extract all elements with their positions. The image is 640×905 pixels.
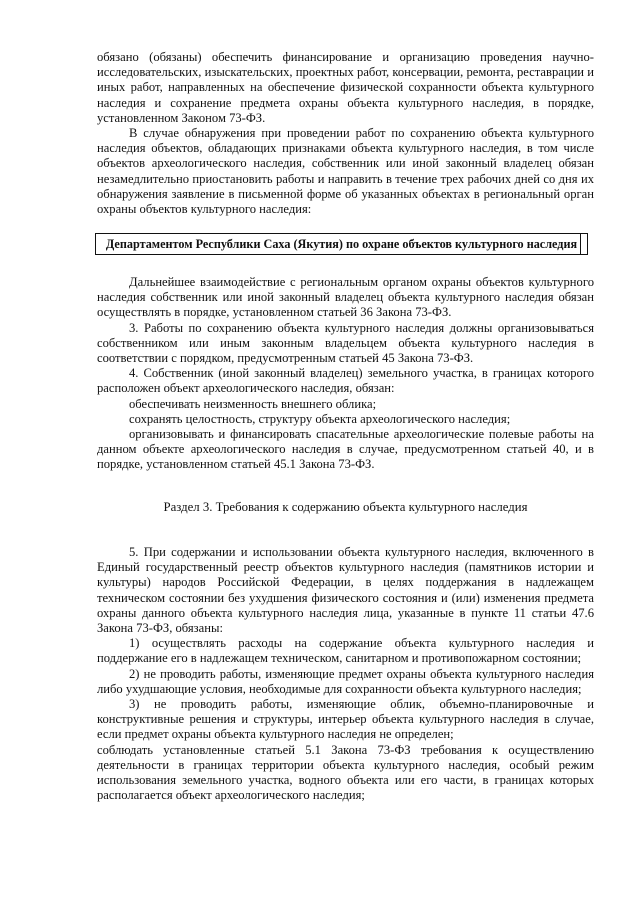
section-3-title: Раздел 3. Требования к содержанию объекта культурного наследия	[163, 500, 528, 514]
paragraph-item-3: 3. Работы по сохранению объекта культурного наследия должны организовываться собственником или иным законным владельцем объекта культурного наследия в соответствии с порядком, предусмотренным статьей 45 Закона 73-ФЗ.	[97, 320, 594, 366]
paragraph-discovery: В случае обнаружения при проведении работ по сохранению объекта культурного наследия объектов, обладающих признаками объекта культурного наследия, в том числе объектов археологического наследия, собственник или иной законный владелец обязан незамедлительно приостановить работы и направить в течение трех рабочих дней со дня их обнаружения заявление в письменной форме об указанных объектах в региональный орган охраны объектов культурного наследия:	[97, 126, 594, 217]
paragraph-item-5-1: 1) осуществлять расходы на содержание объекта культурного наследия и поддержание его в надлежащем техническом, санитарном и противопожарном состоянии;	[97, 636, 594, 666]
paragraph-item-4-b: сохранять целостность, структуру объекта археологического наследия;	[129, 411, 511, 426]
authority-box: Департаментом Республики Саха (Якутия) по охране объектов культурного наследия	[95, 233, 588, 255]
text-block-middle	[97, 275, 594, 473]
paragraph-item-5-2: 2) не проводить работы, изменяющие предмет охраны объекта культурного наследия либо ухудшающие условия, необходимые для сохранности объекта культурного наследия;	[97, 666, 594, 696]
text-block-bottom	[97, 545, 594, 803]
paragraph-item-4-c: организовывать и финансировать спасательные археологические полевые работы на данном объекте археологического наследия в случае, предусмотренном статьей 40, и в порядке, установленном статьей 45.1 Закона 73-ФЗ.	[97, 427, 594, 472]
paragraph-item-5-3: 3) не проводить работы, изменяющие облик, объемно-планировочные и конструктивные решения и структуры, интерьер объекта культурного наследия в случае, если предмет охраны объекта культурного наследия не определен;	[97, 697, 594, 742]
paragraph-item-4-a: обеспечивать неизменность внешнего облика;	[129, 396, 377, 411]
text-block-top	[97, 50, 594, 217]
paragraph-intro: обязано (обязаны) обеспечить финансирование и организацию проведения научно-исследовательских, изыскательских, проектных работ, консервации, ремонта, реставрации и иных работ, направленных на обеспечение физической сохранности объекта культурного наследия и сохранение предмета охраны объекта культурного наследия, в порядке, установленном Законом 73-ФЗ.	[97, 50, 594, 125]
paragraph-item-4: 4. Собственник (иной законный владелец) земельного участка, в границах которого расположен объект археологического наследия, обязан:	[97, 366, 594, 396]
paragraph-item-5-4: соблюдать установленные статьей 5.1 Закона 73-ФЗ требования к осуществлению деятельности в границах территории объекта культурного наследия, особый режим использования земельного участка, водного объекта или его части, в границах которых располагается объект археологического наследия;	[97, 742, 594, 803]
paragraph-further: Дальнейшее взаимодействие с региональным органом охраны объектов культурного наследия собственник или иной законный владелец объекта культурного наследия обязан осуществлять в порядке, установленном статьей 36 Закона 73-ФЗ.	[97, 275, 594, 320]
paragraph-item-5: 5. При содержании и использовании объекта культурного наследия, включенного в Единый государственный реестр объектов культурного наследия (памятников истории и культуры) народов Российской Федерации, в целях поддержания в надлежащем техническом состоянии без ухудшения физического состояния и (или) изменения предмета охраны данного объекта культурного наследия лица, указанные в пункте 11 статьи 47.6 Закона 73-ФЗ, обязаны:	[97, 545, 594, 636]
